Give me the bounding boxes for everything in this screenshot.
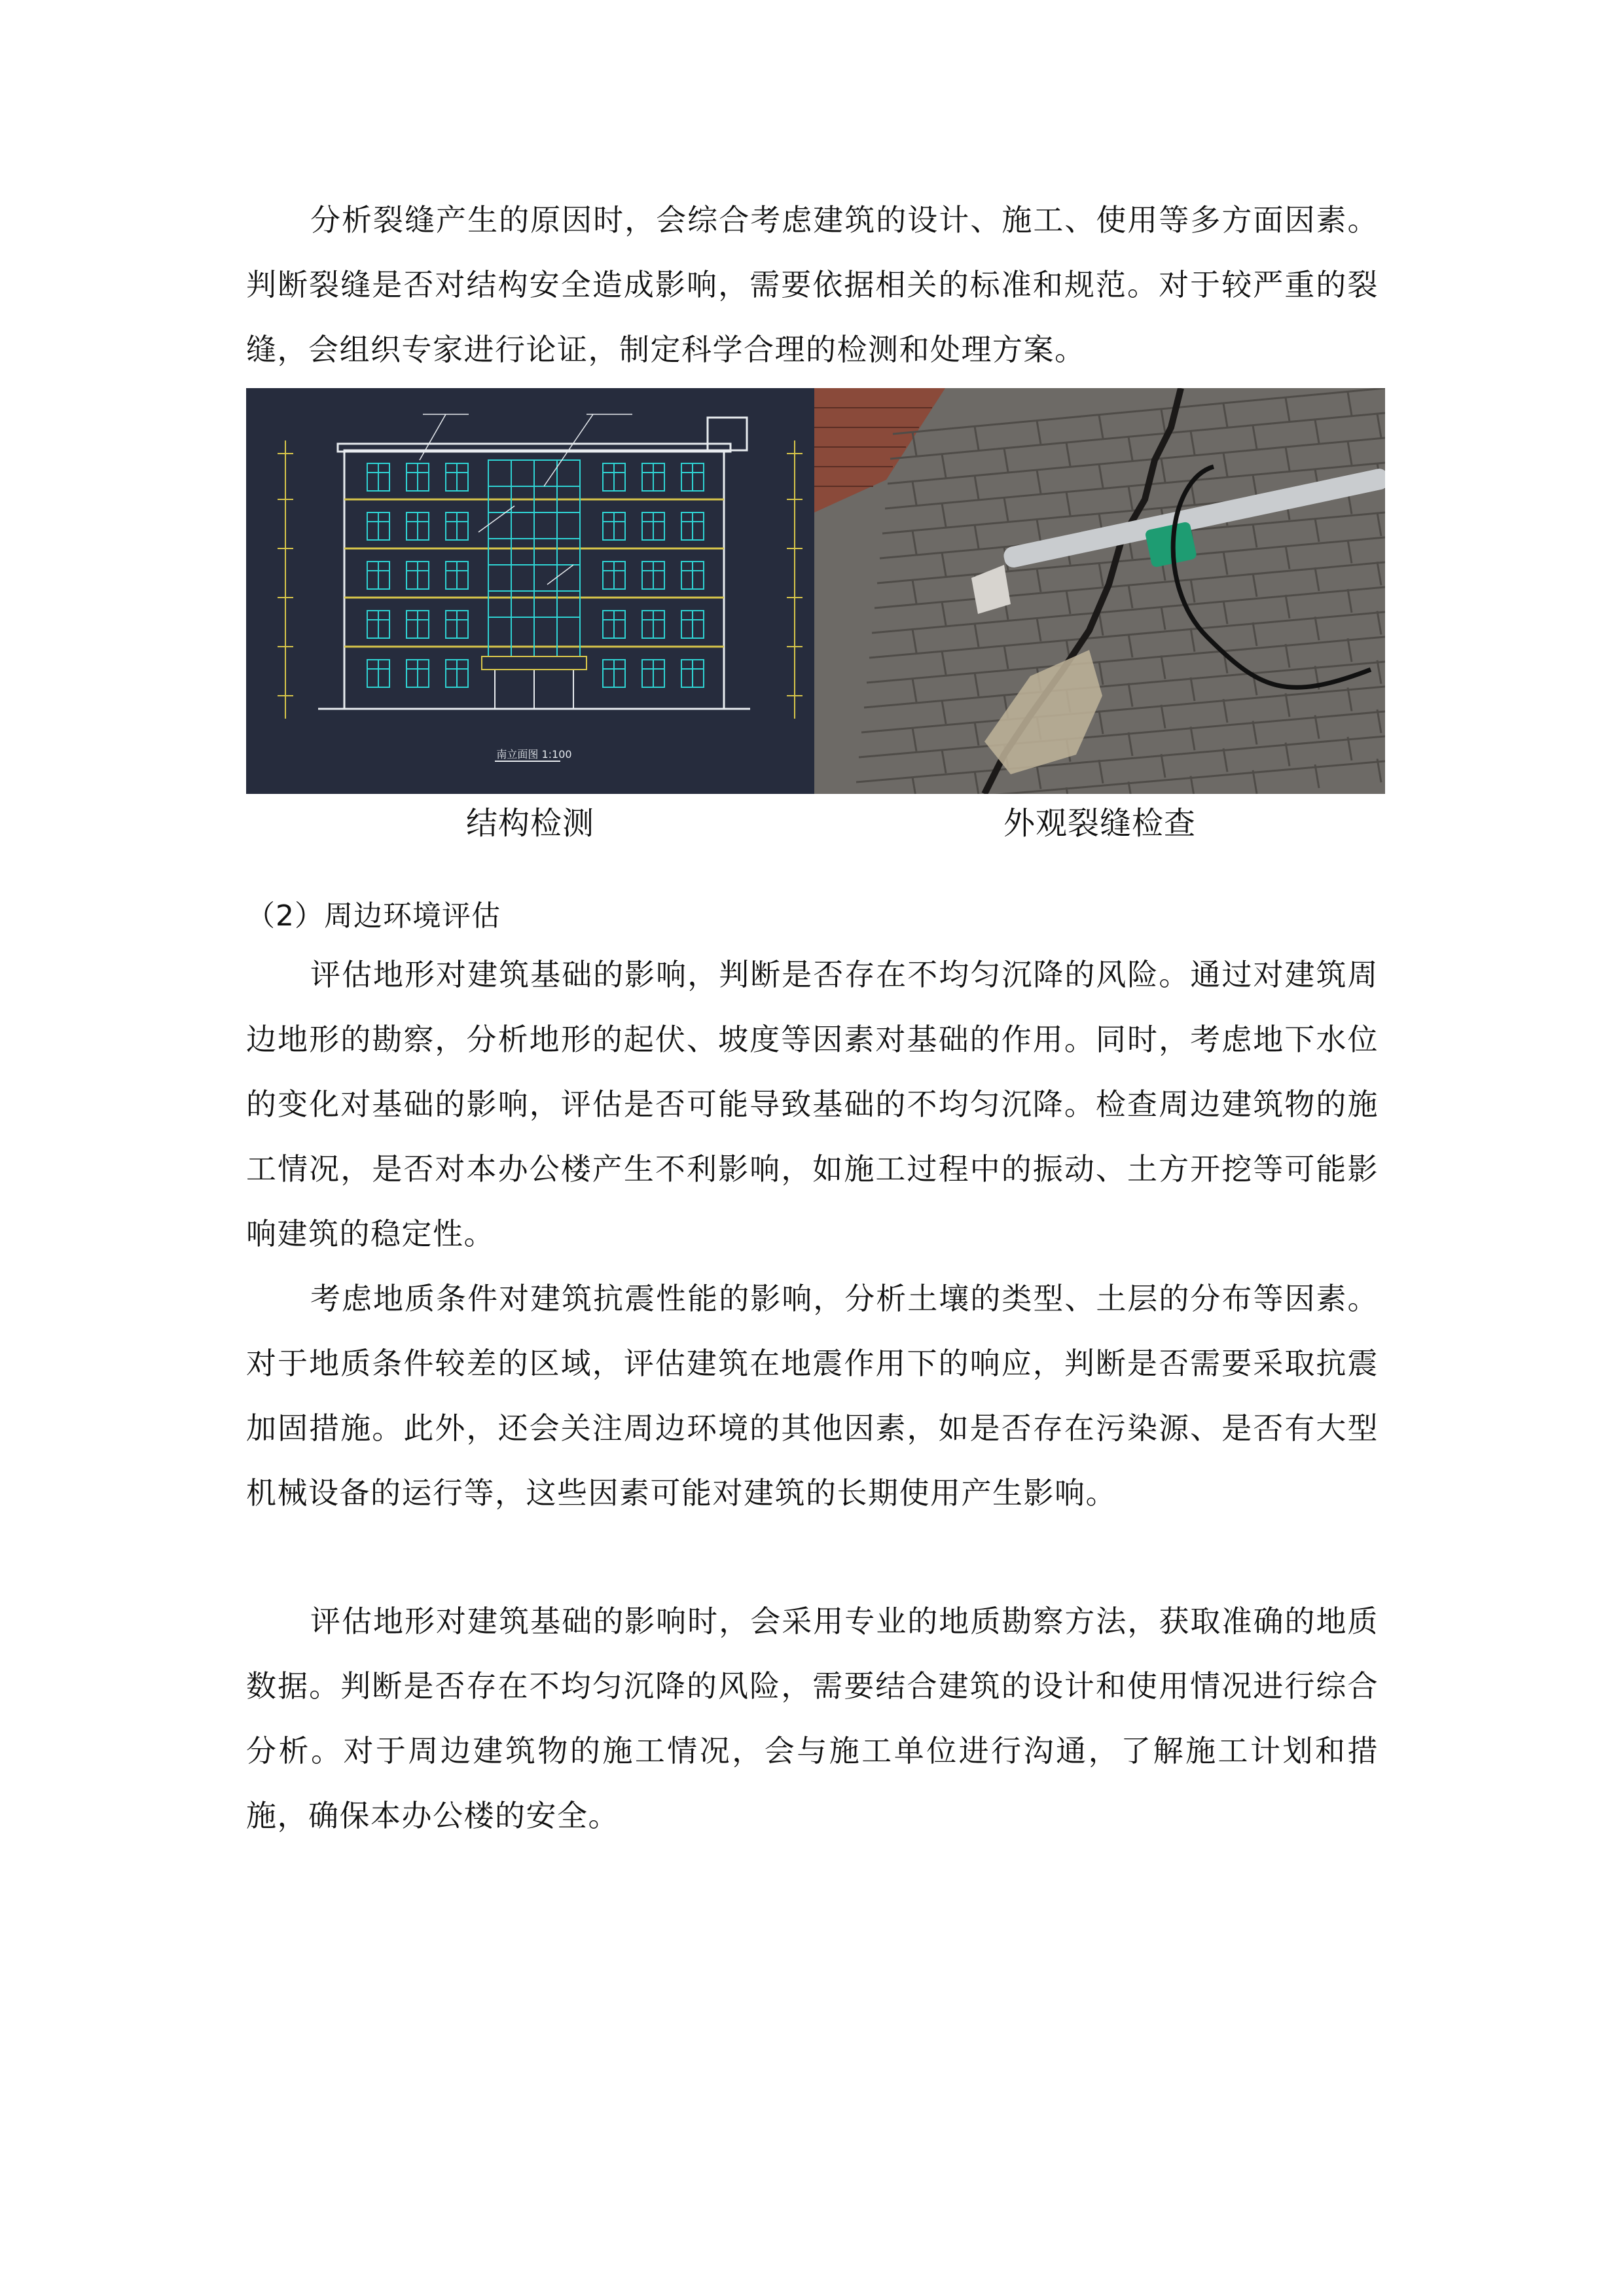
section-heading: （2）周边环境评估	[246, 899, 501, 933]
paragraph-text: 评估地形对建筑基础的影响，判断是否存在不均匀沉降的风险。通过对建筑周边地形的勘察，分析地形的起伏、坡度等因素对基础的作用。同时，考虑地下水位的变化对基础的影响，评估是否可能导致基础的不均匀沉降。检查周边建筑物的施工情况，是否对本办公楼产生不利影响，如施工过程中的振动、土方开挖等可能影响建筑的稳定性。	[246, 957, 1379, 1251]
paragraph-terrain	[246, 942, 1379, 1266]
drawing-title: 南立面图 1:100	[496, 748, 572, 761]
paragraph-text: 考虑地质条件对建筑抗震性能的影响，分析土壤的类型、土层的分布等因素。对于地质条件较差的区域，评估建筑在地震作用下的响应，判断是否需要采取抗震加固措施。此外，还会关注周边环境的其他因素，如是否存在污染源、是否有大型机械设备的运行等，这些因素可能对建筑的长期使用产生影响。	[246, 1281, 1379, 1511]
paragraph-text: 分析裂缝产生的原因时，会综合考虑建筑的设计、施工、使用等多方面因素。判断裂缝是否对结构安全造成影响，需要依据相关的标准和规范。对于较严重的裂缝，会组织专家进行论证，制定科学合理的检测和处理方案。	[246, 202, 1379, 367]
figure-cad-elevation	[246, 388, 814, 794]
crack-photo	[814, 388, 1385, 794]
figure-crack-photo	[814, 388, 1385, 794]
paragraph-survey	[246, 1589, 1379, 1848]
paragraph-geology	[246, 1266, 1379, 1526]
paragraph-crack-analysis	[246, 188, 1379, 382]
cad-elevation-drawing	[246, 388, 814, 794]
caption-structure-inspection: 结构检测	[465, 805, 594, 842]
paragraph-text: 评估地形对建筑基础的影响时，会采用专业的地质勘察方法，获取准确的地质数据。判断是否存在不均匀沉降的风险，需要结合建筑的设计和使用情况进行综合分析。对于周边建筑物的施工情况，会与施工单位进行沟通，了解施工计划和措施，确保本办公楼的安全。	[246, 1604, 1379, 1833]
caption-crack-inspection: 外观裂缝检查	[1003, 805, 1196, 842]
